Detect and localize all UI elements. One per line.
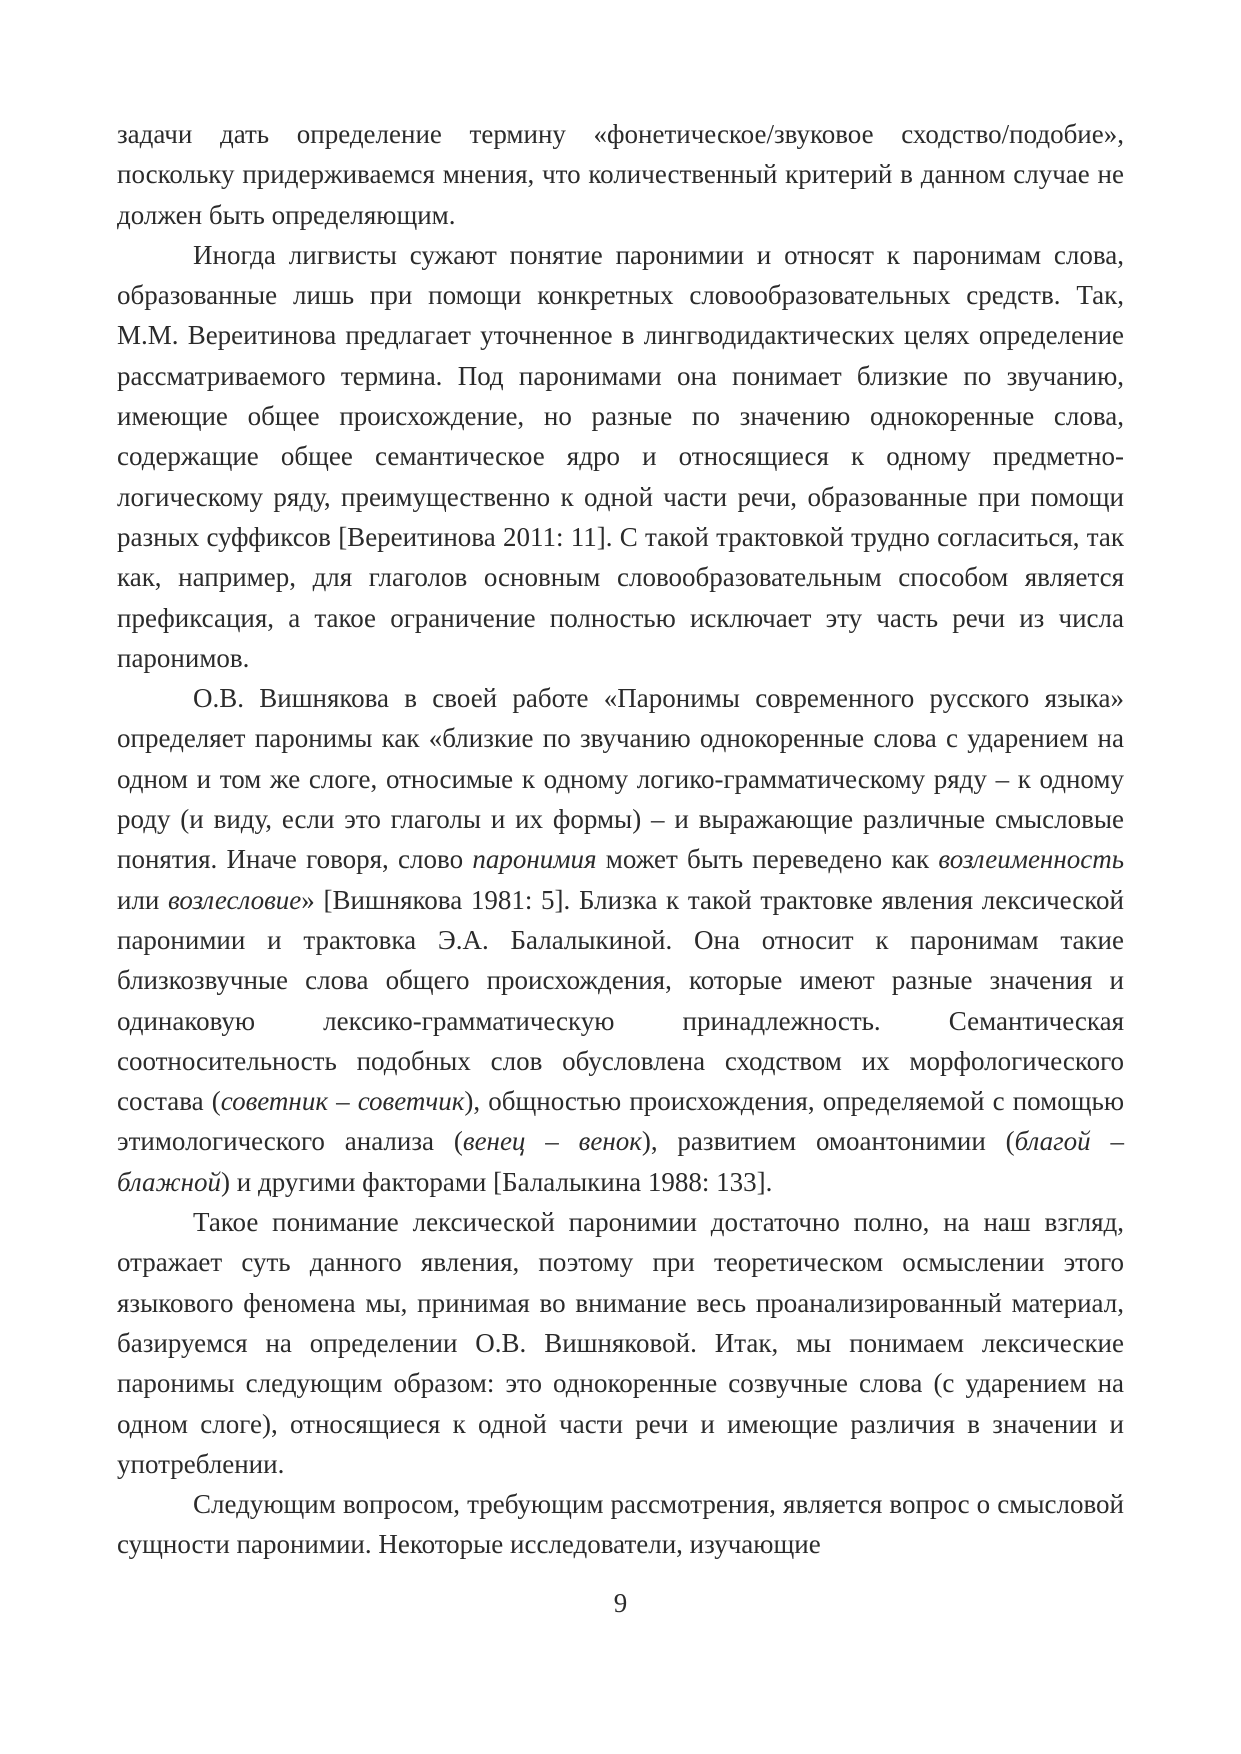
paragraph	[117, 1484, 1124, 1565]
text-segment: Следующим вопросом, требующим рассмотрения, является вопрос о смысловой сущности паронимии. Некоторые исследователи, изучающие	[117, 1489, 1124, 1560]
italic-term: венец – венок	[462, 1126, 642, 1157]
italic-term: паронимия	[472, 844, 597, 875]
text-segment: ), развитием омоантонимии (	[641, 1126, 1015, 1157]
page-number: 9	[613, 1588, 628, 1618]
paragraph	[117, 114, 1124, 235]
text-segment: ) и другими факторами [Балалыкина 1988: 133].	[221, 1166, 773, 1197]
text-segment: Такое понимание лексической паронимии достаточно полно, на наш взгляд, отражает суть данного явления, поэтому при теоретическом осмыслении этого языкового феномена мы, принимая во внимание весь проанализированный материал, базируемся на определении О.В. Вишняковой. Итак, мы понимаем лексические паронимы следующим образом: это однокоренные созвучные слова (с ударением на одном слоге), относящиеся к одной части речи и имеющие различия в значении и употреблении.	[117, 1207, 1124, 1479]
text-segment: О.В. Вишнякова в своей работе «Паронимы современного русского языка» определяет паронимы как «близкие по звучанию однокоренные слова с ударением на одном и том же слоге, относимые к одному логико-грамматическому ряду – к одному роду (и виду, если это глаголы и их формы) – и выражающие различные смысловые понятия. Иначе говоря, слово	[117, 683, 1124, 875]
italic-term: возлесловие	[168, 884, 302, 915]
text-segment: или	[117, 884, 169, 915]
italic-term: советник – советчик	[220, 1086, 465, 1117]
italic-term: возлеименность	[938, 844, 1124, 875]
text-body	[117, 114, 1124, 1565]
text-segment: Иногда лигвисты сужают понятие паронимии и относят к паронимам слова, образованные лишь при помощи конкретных словообразовательных средств. Так, М.М. Вереитинова предлагает уточненное в лингводидактических целях определение рассматриваемого термина. Под паронимами она понимает близкие по звучанию, имеющие общее происхождение, но разные по значению однокоренные слова, содержащие общее семантическое ядро и относящиеся к одному предметно-логическому ряду, преимущественно к одной части речи, образованные при помощи разных суффиксов [Вереитинова 2011: 11]. С такой трактовкой трудно согласиться, так как, например, для глаголов основным словообразовательным способом является префиксация, а такое ограничение полностью исключает эту часть речи из числа паронимов.	[117, 239, 1124, 673]
text-segment: ), общностью происхождения, определяемой с помощью этимологического анализа (	[117, 1086, 1124, 1157]
text-segment: » [Вишнякова 1981: 5]. Близка к такой трактовке явления лексической паронимии и трактовка Э.А. Балалыкиной. Она относит к паронимам такие близкозвучные слова общего происхождения, которые имеют разные значения и одинаковую лексико-грамматическую принадлежность. Семантическая соотносительность подобных слов обусловлена сходством их морфологического состава (	[117, 884, 1124, 1117]
paragraph	[117, 1202, 1124, 1484]
text-segment: может быть переведено как	[596, 844, 939, 875]
paragraph	[117, 235, 1124, 678]
paragraph	[117, 678, 1124, 1202]
italic-term: благой – блажной	[117, 1126, 1124, 1197]
text-segment: задачи дать определение термину «фонетическое/звуковое сходство/подобие», поскольку придерживаемся мнения, что количественный критерий в данном случае не должен быть определяющим.	[117, 119, 1124, 230]
